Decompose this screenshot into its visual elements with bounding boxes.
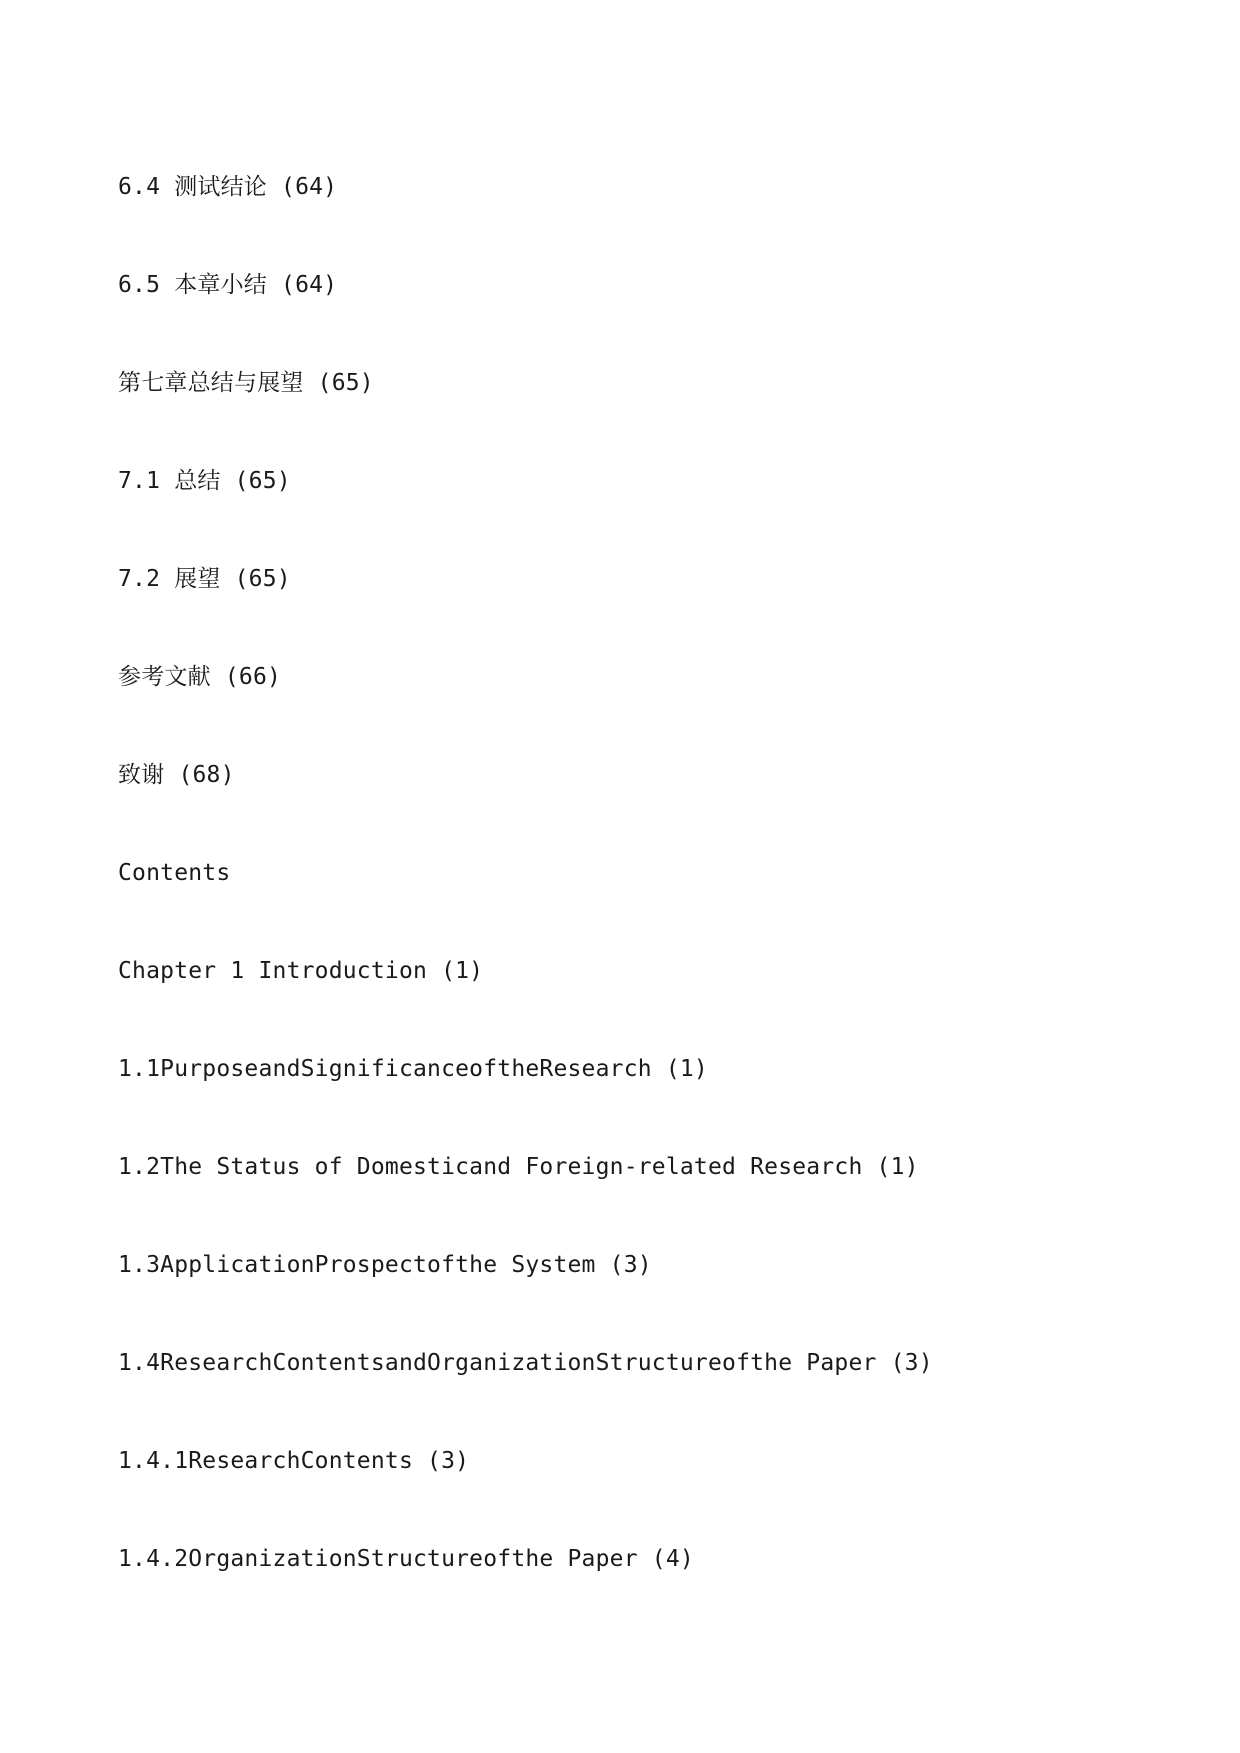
toc-entry-chapter-1: Chapter 1 Introduction (1) [118,958,484,984]
toc-entry-1-1: 1.1PurposeandSignificanceoftheResearch (1) [118,1056,708,1082]
toc-entry-chapter-7: 第七章总结与展望 (65) [118,370,374,396]
toc-entry-7-2: 7.2 展望 (65) [118,566,291,592]
toc-entry-6-4: 6.4 测试结论 (64) [118,174,338,200]
toc-entry-6-5: 6.5 本章小结 (64) [118,272,338,298]
table-of-contents [118,172,1178,1642]
toc-entry-1-4: 1.4ResearchContentsandOrganizationStructureofthe Paper (3) [118,1350,933,1376]
toc-entry-1-3: 1.3ApplicationProspectofthe System (3) [118,1252,652,1278]
toc-entry-7-1: 7.1 总结 (65) [118,468,291,494]
toc-entry-1-2: 1.2The Status of Domesticand Foreign-related Research (1) [118,1154,919,1180]
toc-entry-1-4-1: 1.4.1ResearchContents (3) [118,1448,470,1474]
toc-entry-references: 参考文献 (66) [118,664,282,690]
contents-heading: Contents [118,860,231,886]
toc-entry-1-4-2: 1.4.2OrganizationStructureofthe Paper (4) [118,1546,694,1572]
toc-entry-acknowledgements: 致谢 (68) [118,762,235,788]
